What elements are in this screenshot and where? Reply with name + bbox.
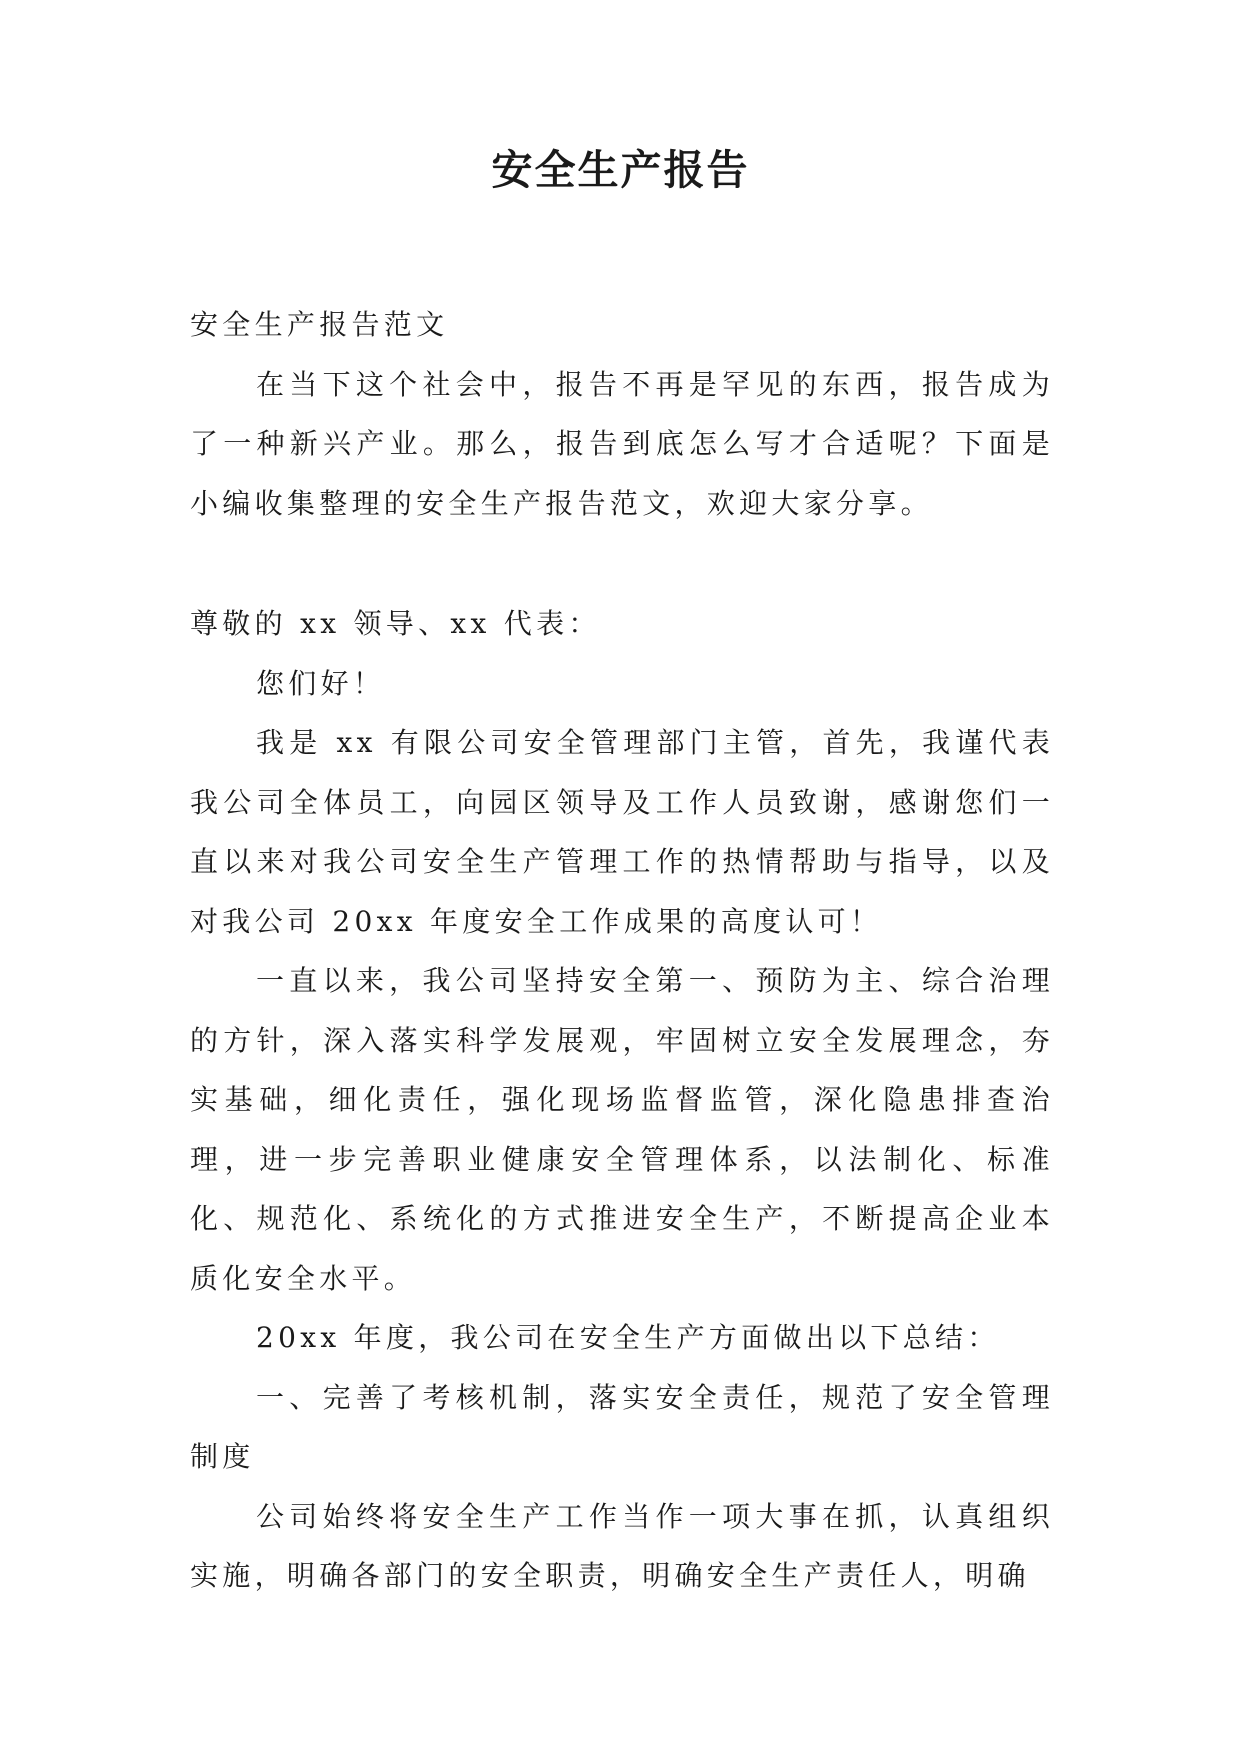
body-paragraph: 公司始终将安全生产工作当作一项大事在抓，认真组织实施，明确各部门的安全职责，明确安全生产责任人，明确	[190, 1499, 1054, 1592]
body-paragraph: 我是 xx 有限公司安全管理部门主管，首先，我谨代表我公司全体员工，向园区领导及工作人员致谢，感谢您们一直以来对我公司安全生产管理工作的热情帮助与指导，以及对我公司 20xx 年度安全工作成果的高度认可！	[190, 726, 1054, 938]
document-subtitle: 安全生产报告范文	[190, 308, 449, 341]
document-title: 安全生产报告	[491, 146, 750, 194]
paragraph-spacer	[190, 533, 1054, 594]
intro-paragraph: 在当下这个社会中，报告不再是罕见的东西，报告成为了一种新兴产业。那么，报告到底怎么写才合适呢？下面是小编收集整理的安全生产报告范文，欢迎大家分享。	[190, 367, 1054, 520]
section-heading: 一、完善了考核机制，落实安全责任，规范了安全管理制度	[190, 1380, 1054, 1473]
body-paragraph: 20xx 年度，我公司在安全生产方面做出以下总结：	[256, 1321, 1000, 1354]
document-body	[190, 295, 1054, 1606]
greeting: 您们好！	[256, 666, 386, 700]
salutation: 尊敬的 xx 领导、xx 代表：	[190, 607, 601, 640]
body-paragraph: 一直以来，我公司坚持安全第一、预防为主、综合治理的方针，深入落实科学发展观，牢固树立安全发展理念，夯实基础，细化责任，强化现场监督监管，深化隐患排查治理，进一步完善职业健康安全管理体系，以法制化、标准化、规范化、系统化的方式推进安全生产，不断提高企业本质化安全水平。	[190, 964, 1054, 1295]
